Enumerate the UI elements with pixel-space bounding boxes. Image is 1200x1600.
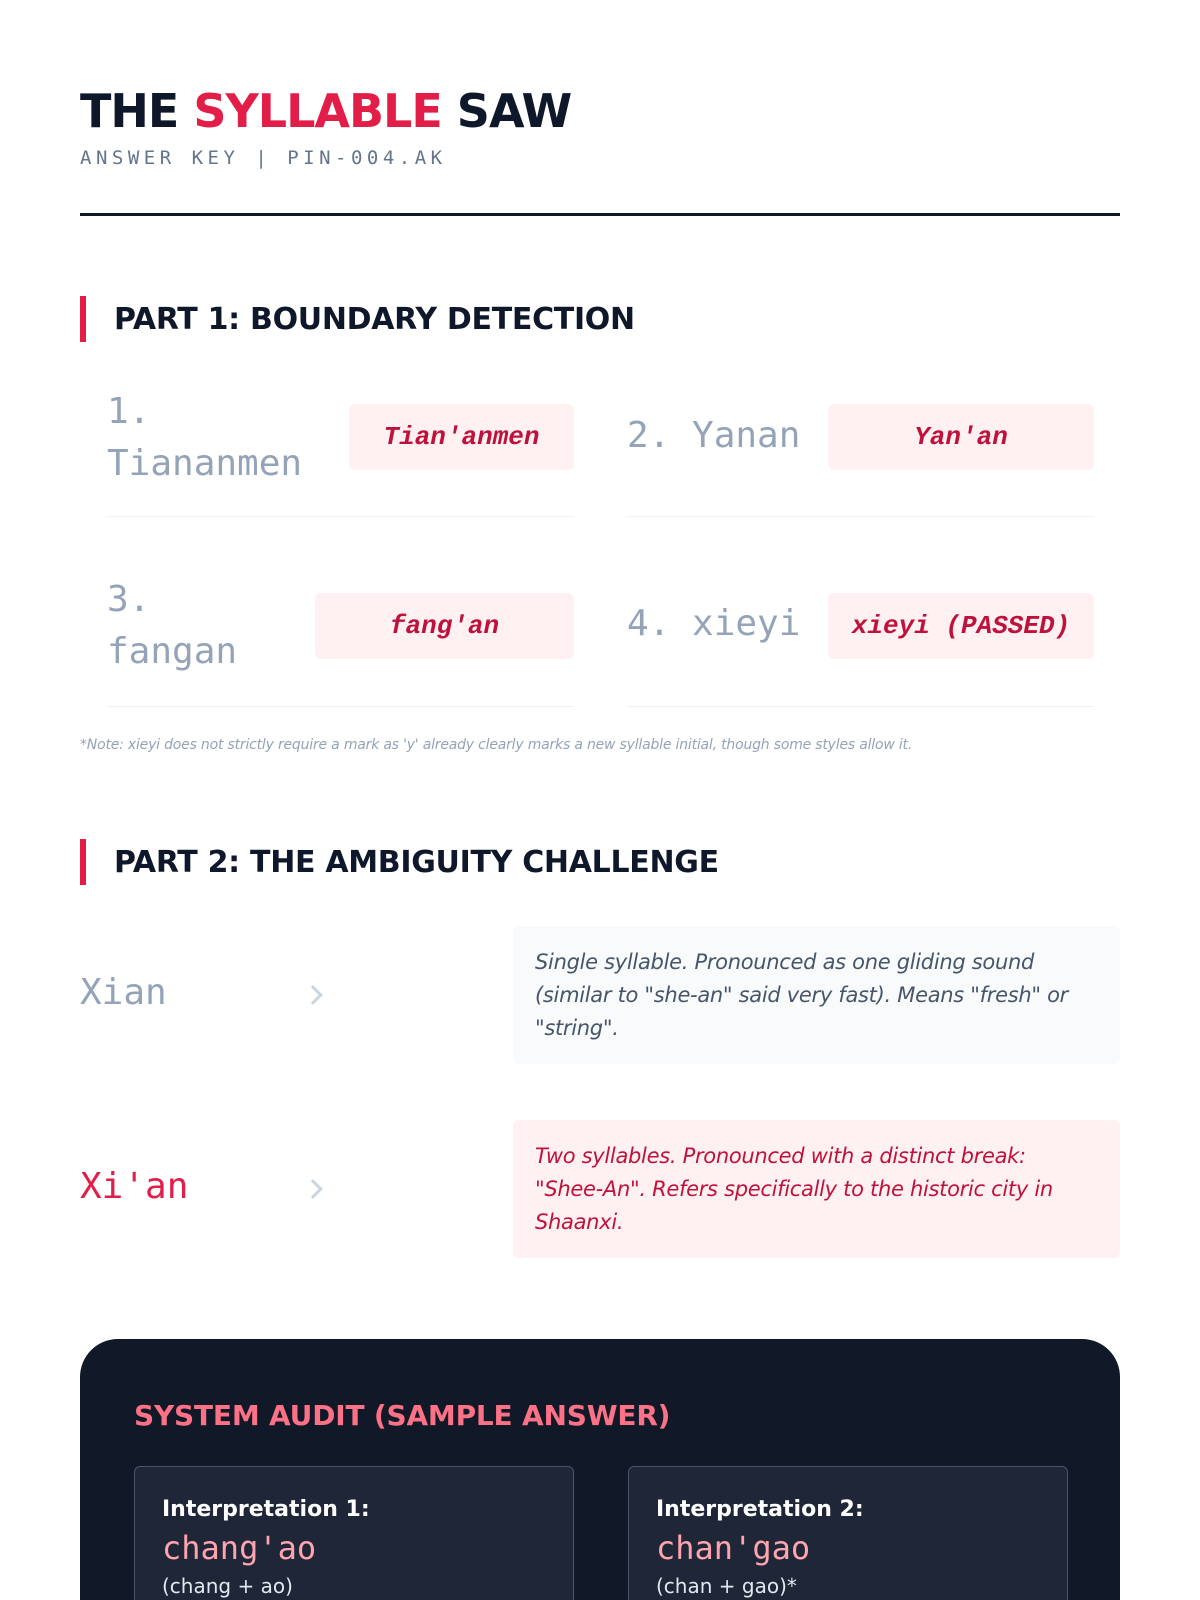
chevron-right-icon [303,1179,323,1199]
boundary-prompt: 1. Tiananmen [107,391,303,484]
title-suffix: SAW [441,84,572,138]
part1-heading-text: PART 1: BOUNDARY DETECTION [114,301,635,337]
ambiguity-explanation-unmarked: Single syllable. Pronounced as one gliding sound (similar to "she-an" said very fast). Means "fresh" or "string". [513,926,1120,1064]
boundary-answer: Tian'anmen [349,404,574,470]
ambiguity-explanation-marked: Two syllables. Pronounced with a distinct break: "Shee-An". Refers specifically to the historic city in Shaanxi. [513,1120,1120,1258]
interpretation-label: Interpretation 1: [162,1497,370,1522]
system-audit-panel [80,1339,1120,1600]
boundary-item-3 [107,574,574,707]
audit-title: SYSTEM AUDIT (SAMPLE ANSWER) [134,1399,671,1432]
interpretation-label: Interpretation 2: [656,1497,864,1522]
title-accent: SYLLABLE [193,84,442,138]
part2-heading-text: PART 2: THE AMBIGUITY CHALLENGE [114,844,719,880]
part1-heading [80,296,635,342]
interpretation-value: chan'gao [656,1529,811,1567]
boundary-prompt: 2. Yanan [627,415,801,456]
answer-key-page [80,0,1120,1600]
title-prefix: THE [80,84,194,138]
boundary-prompt: 4. xieyi [627,603,801,644]
boundary-item-1 [107,386,574,517]
chevron-right-icon [303,985,323,1005]
footnote: *Note: xieyi does not strictly require a mark as 'y' already clearly marks a new syllable initial, though some styles allow it. [80,737,913,753]
document-id: ANSWER KEY | PIN-004.AK [80,147,447,169]
interpretation-breakdown: (chang + ao) [162,1574,293,1598]
interpretation-value: chang'ao [162,1529,317,1567]
boundary-item-2 [627,386,1094,517]
header-divider [80,213,1120,216]
boundary-prompt: 3. fangan [107,579,238,672]
boundary-answer: Yan'an [828,404,1094,470]
interpretation-breakdown: (chan + gao)* [656,1574,797,1598]
interpretation-card-2 [628,1466,1068,1600]
interpretation-card-1 [134,1466,574,1600]
boundary-item-4 [627,574,1094,707]
boundary-answer: fang'an [315,593,574,659]
ambiguity-word-unmarked: Xian [80,972,167,1013]
boundary-answer: xieyi (PASSED) [828,593,1094,659]
part2-heading [80,839,719,885]
ambiguity-word-marked: Xi'an [80,1166,189,1207]
page-title [80,84,571,138]
